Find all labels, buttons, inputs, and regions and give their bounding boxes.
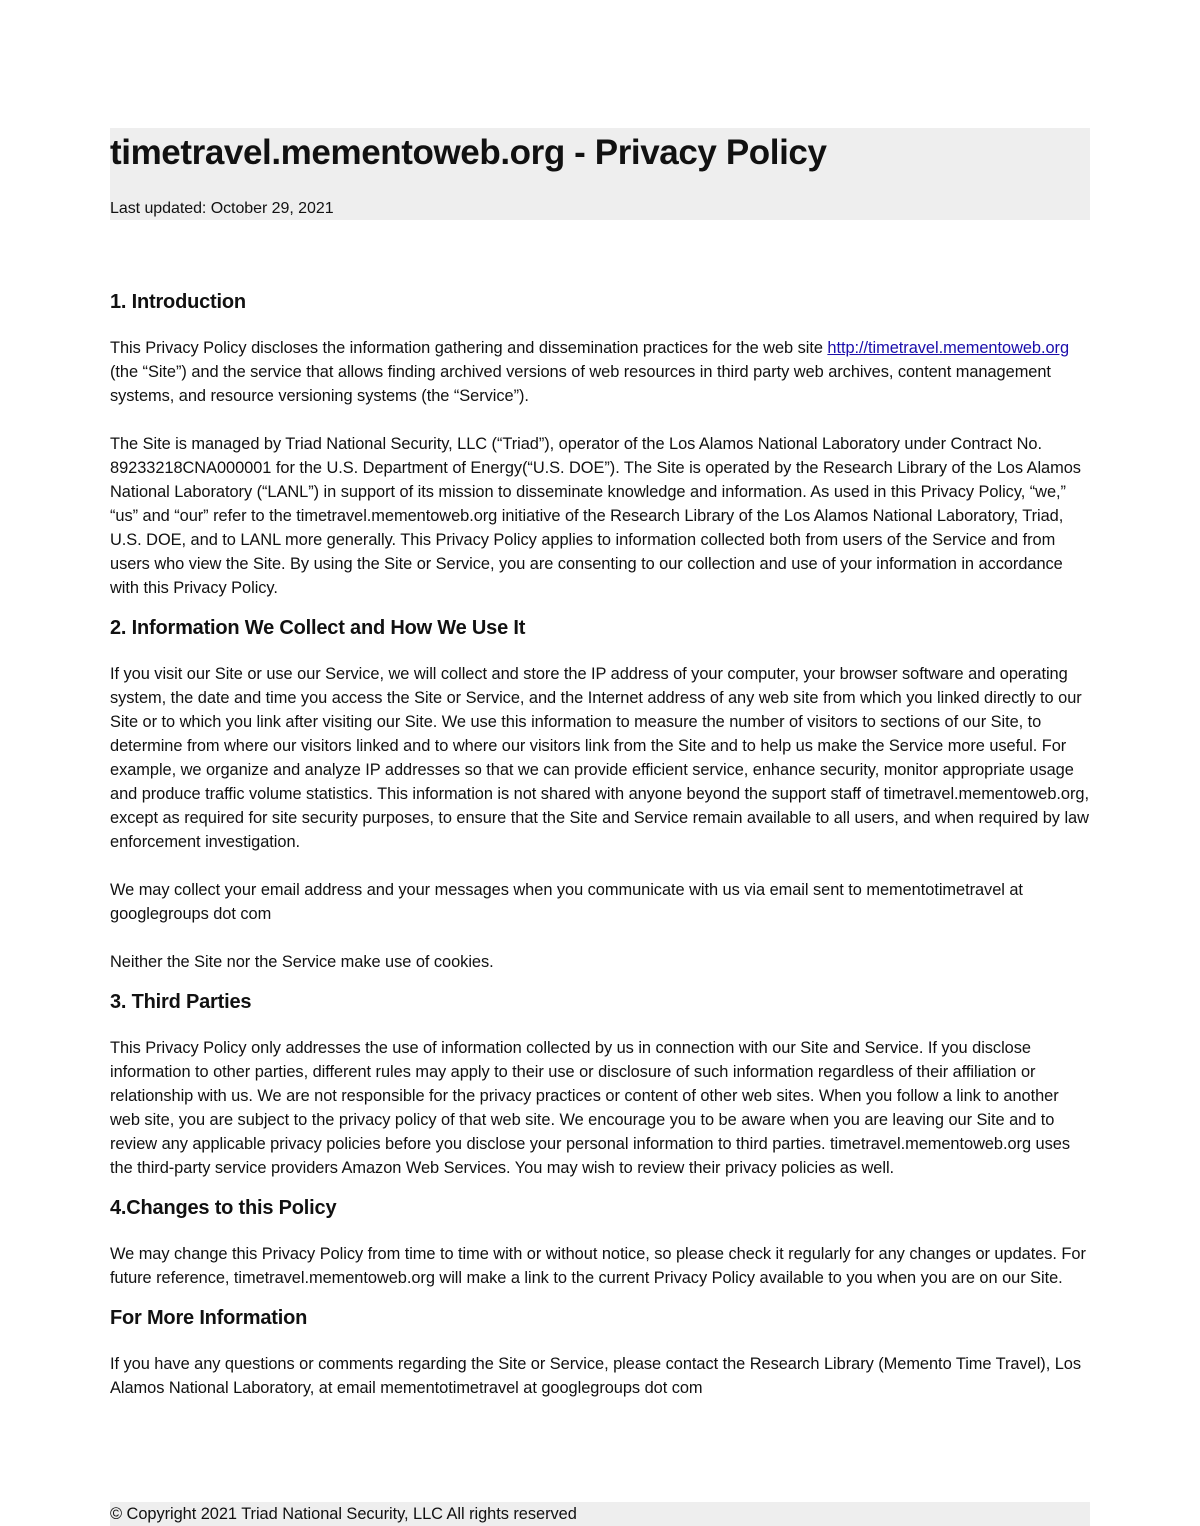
copyright-text: © Copyright 2021 Triad National Security, LLC All rights reserved <box>110 1505 577 1523</box>
collect-paragraph-1: If you visit our Site or use our Service, we will collect and store the IP address of your computer, your browser software and operating system, the date and time you access the Site or Service, and the Internet address of any web site from which you linked directly to our Site or to which you link after visiting our Site. We use this information to measure the number of visitors to sections of our Site, to determine from where our visitors linked and to where our visitors link from the Site and to help us make the Service more useful. For example, we organize and analyze IP addresses so that we can provide efficient service, enhance security, monitor appropriate usage and produce traffic volume statistics. This information is not shared with anyone beyond the support staff of timetravel.mementoweb.org, except as required for site security purposes, to ensure that the Site and Service remain available to all users, and when required by law enforcement investigation. <box>110 665 1089 851</box>
policy-content <box>110 286 1090 1412</box>
changes-paragraph: We may change this Privacy Policy from time to time with or without notice, so please check it regularly for any changes or updates. For future reference, timetravel.mementoweb.org will make a link to the current Privacy Policy available to you when you are on our Site. <box>110 1245 1086 1287</box>
last-updated: Last updated: October 29, 2021 <box>110 200 334 217</box>
intro-paragraph-1 <box>110 336 1090 408</box>
more-information-paragraph: If you have any questions or comments regarding the Site or Service, please contact the Research Library (Memento Time Travel), Los Alamos National Laboratory, at email mementotimetravel at googlegroups dot com <box>110 1355 1081 1397</box>
third-parties-paragraph: This Privacy Policy only addresses the use of information collected by us in connection with our Site and Service. If you disclose information to other parties, different rules may apply to their use or disclosure of such information regardless of their affiliation or relationship with us. We are not responsible for the privacy practices or content of other web sites. When you follow a link to another web site, you are subject to the privacy policy of that web site. We encourage you to be aware when you are leaving our Site and to review any applicable privacy policies before you disclose your personal information to third parties. timetravel.mementoweb.org uses the third-party service providers Amazon Web Services. You may wish to review their privacy policies as well. <box>110 1039 1070 1177</box>
section-changes <box>110 1192 1090 1290</box>
collect-paragraph-3: Neither the Site nor the Service make use of cookies. <box>110 953 494 971</box>
section-heading-more-information: For More Information <box>110 1307 308 1329</box>
intro-text-after-link: (the “Site”) and the service that allows finding archived versions of web resources in third party web archives, content management systems, and resource versioning systems (the “Service”). <box>110 363 1051 405</box>
intro-text-before-link: This Privacy Policy discloses the information gathering and dissemination practices for the web site <box>110 339 828 357</box>
collect-paragraph-2: We may collect your email address and your messages when you communicate with us via email sent to mementotimetravel at googlegroups dot com <box>110 881 1023 923</box>
section-third-parties <box>110 986 1090 1180</box>
section-heading-changes: 4.Changes to this Policy <box>110 1197 337 1219</box>
section-heading-information-collect: 2. Information We Collect and How We Use It <box>110 617 526 639</box>
site-link[interactable]: http://timetravel.mementoweb.org <box>827 339 1070 357</box>
section-heading-third-parties: 3. Third Parties <box>110 991 252 1013</box>
footer <box>110 1502 1090 1526</box>
section-information-collect <box>110 612 1090 974</box>
page-title: timetravel.mementoweb.org - Privacy Policy <box>110 133 827 172</box>
section-introduction <box>110 286 1090 600</box>
intro-paragraph-2: The Site is managed by Triad National Security, LLC (“Triad”), operator of the Los Alamos National Laboratory under Contract No. 89233218CNA000001 for the U.S. Department of Energy(“U.S. DOE”). The Site is operated by the Research Library of the Los Alamos National Laboratory (“LANL”) in support of its mission to disseminate knowledge and information. As used in this Privacy Policy, “we,” “us” and “our” refer to the timetravel.mementoweb.org initiative of the Research Library of the Los Alamos National Laboratory, Triad, U.S. DOE, and to LANL more generally. This Privacy Policy applies to information collected both from users of the Service and from users who view the Site. By using the Site or Service, you are consenting to our collection and use of your information in accordance with this Privacy Policy. <box>110 435 1081 597</box>
section-heading-introduction: 1. Introduction <box>110 291 246 313</box>
section-more-information <box>110 1302 1090 1400</box>
